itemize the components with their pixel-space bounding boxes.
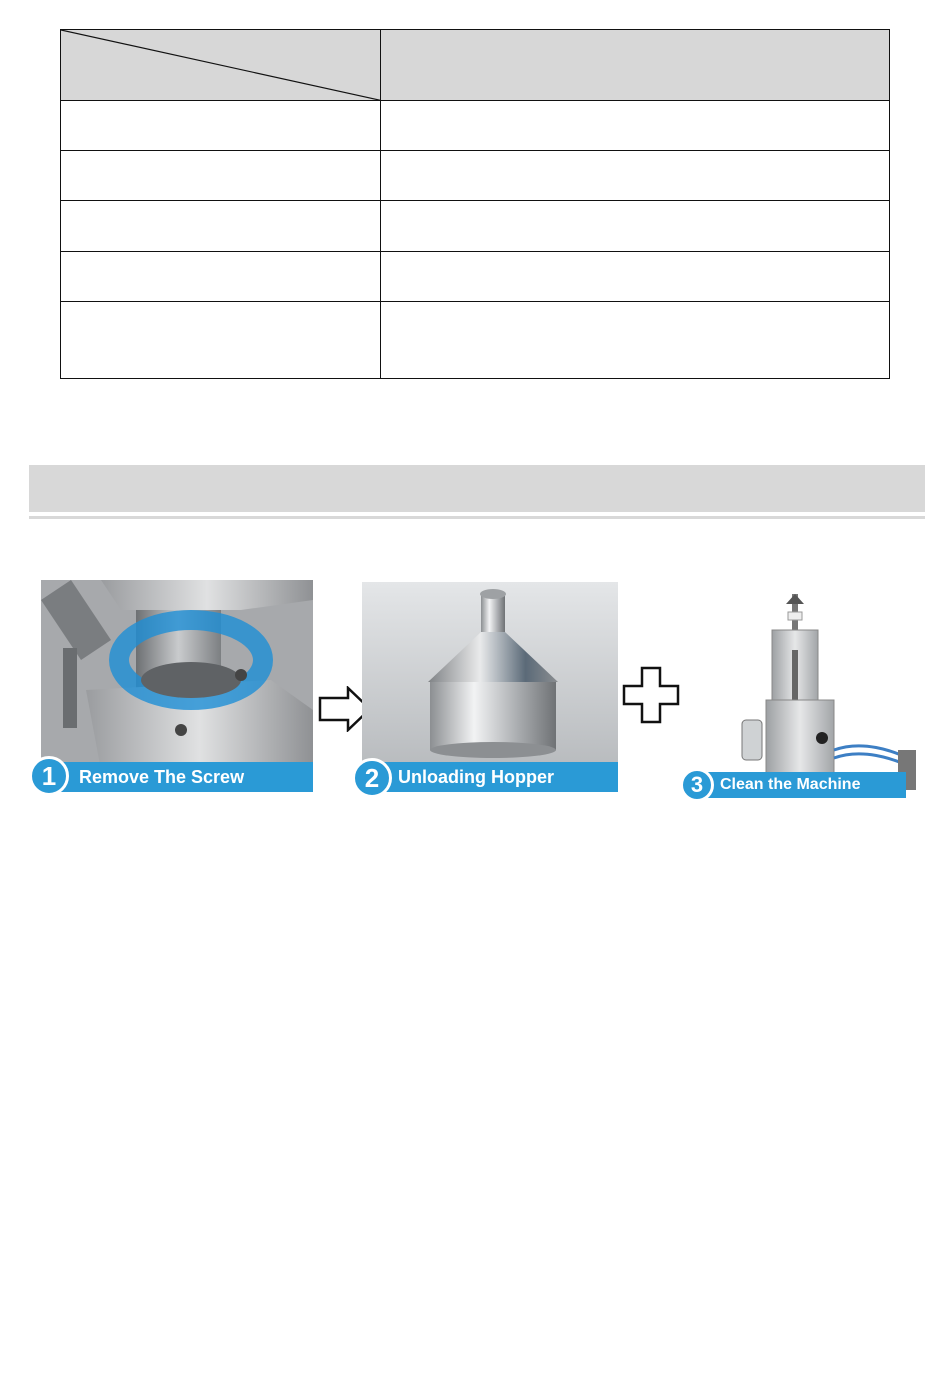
section-title-bar (29, 465, 925, 512)
step-3-label: Clean the Machine (720, 776, 861, 793)
step-1-number: 1 (29, 756, 69, 796)
row-label (61, 151, 381, 201)
spec-table (60, 29, 890, 379)
table-row (61, 251, 890, 301)
step-1-caption (41, 762, 313, 792)
table-row (61, 201, 890, 251)
step-3-number: 3 (680, 768, 714, 802)
table-row (61, 101, 890, 151)
row-label (61, 251, 381, 301)
step-2-caption (362, 762, 618, 792)
step-1 (29, 580, 319, 800)
row-label (61, 101, 381, 151)
step-2-number: 2 (352, 758, 392, 798)
row-label (61, 201, 381, 251)
step-3-caption (692, 772, 906, 798)
step-2 (352, 582, 622, 800)
hopper-photo (362, 582, 618, 772)
row-value (381, 151, 890, 201)
screw-removal-photo (41, 580, 313, 770)
section-divider (29, 516, 925, 519)
step-1-label: Remove The Screw (79, 767, 245, 787)
spec-table-header (61, 30, 890, 101)
header-right-cell (381, 30, 890, 101)
diagonal-header-cell (61, 30, 381, 101)
step-2-label: Unloading Hopper (398, 767, 554, 787)
row-value (381, 101, 890, 151)
row-value (381, 251, 890, 301)
diagonal-line (61, 30, 380, 100)
plus-icon (622, 666, 680, 724)
machine-photo (722, 590, 918, 800)
row-label (61, 301, 381, 378)
table-row (61, 301, 890, 378)
row-value (381, 301, 890, 378)
step-3 (680, 590, 920, 802)
row-value (381, 201, 890, 251)
table-row (61, 151, 890, 201)
